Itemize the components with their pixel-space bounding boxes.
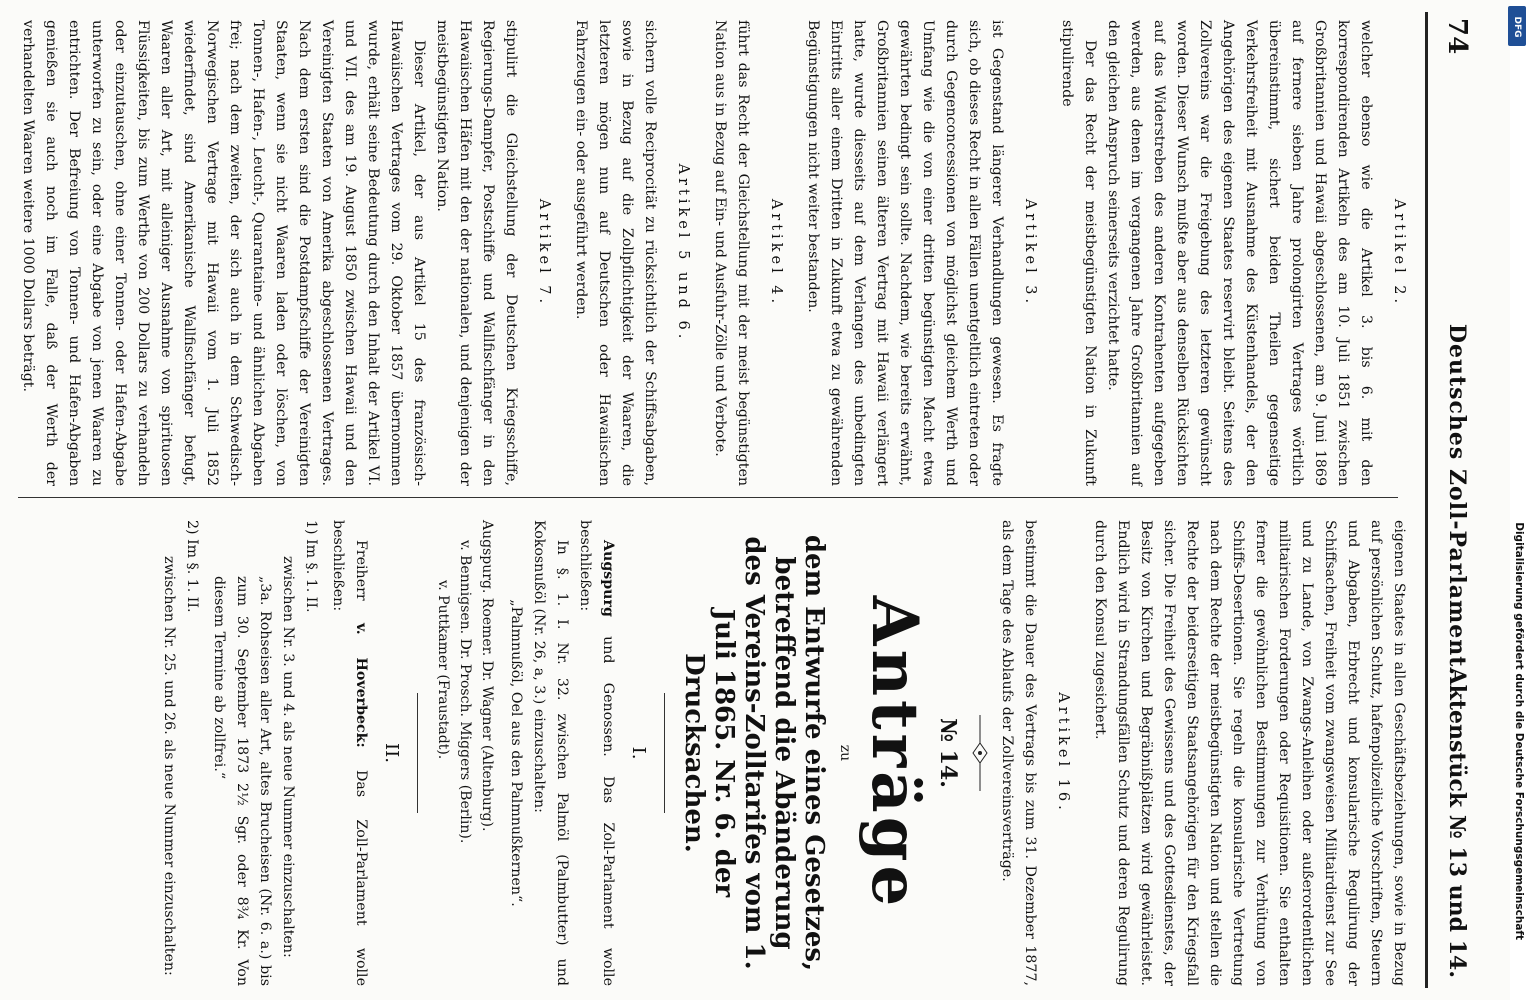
dfg-logo-text: DFG [1512,16,1522,38]
motion-2-author: v. Hoverbeck: [353,622,369,748]
left-column [0,20,1410,486]
digitization-note: Digitalisierung gefördert durch die Deutsche Forschungsgemeinschaft [1513,522,1525,940]
motion-2-item-1 [207,520,322,986]
document-number: № 14. [935,718,961,788]
digitization-footer [1510,0,1528,1000]
article-3-heading: Artikel 3. [1022,198,1038,308]
page-number: 74 [1442,18,1472,55]
article-2-text-continued: Der das Recht der meistbegünstigten Nation in Zukunft stipulirende [1059,20,1098,486]
motion-2-intro-rest: Das Zoll-Parlament wolle beschließen: [330,520,369,986]
article-3-text: ist Gegenstand längerer Verhandlungen gewesen. Es fragte sich, ob dieses Recht in allen Fällen unentgeltlich eintreten oder durch Gegenconcessionen von möglichst gleichem Werth und Umfang wie die von einer dritten begünstigten Macht etwa gewährten bedingt sein sollte. Nachdem, wie bereits erwähnt, Großbritannien seinen älteren Vertrag mit Hawaii verlängert hatte, wurde diesseits auf dem Verlangen des unbedingten Eintritts aller einem Dritten in Zukunft etwa zu gewährenden Begünstigungen nicht weiter bestanden. [805,20,1005,486]
section-rule-2 [417,693,418,813]
motion-1-author: Augspurg [600,540,616,617]
article-16-heading: Artikel 16. [1055,692,1071,814]
title-connector: zu [837,744,853,762]
item-1-label: 1) Im §. 1. II. [303,520,319,613]
article-8-15-heading [0,20,2,486]
article-7-heading: Artikel 7. [536,198,552,308]
motion-1-quote: „Palmnußöl, Oel aus den Palmnußkernen“. [508,599,524,907]
item-1-quote: „3a. Rohseisen aller Art, altes Brucheisen (Nr. 6. a.) bis zum 30. September 1873 2½ Sgr. oder 8¾ Kr. Von diesem Termine ab zollfrei.“ [211,576,273,986]
motion-2-intro [326,520,372,986]
motion-1-intro-rest: und Genossen. Das Zoll-Parlament wolle beschließen: [577,520,616,986]
ornament-icon [971,713,989,793]
article-2-text: welcher ebenso wie die Artikel 3. bis 6. mit den korrespondirenden Artikeln des am 10. Juli 1851 zwischen Großbritannien und Hawaii abgeschlossenen, am 9. Juni 1869 auf fernere sieben Jahre prolongirten Vertrages wörtlich übereinstimmt, sichert beiden Theilen gegenseitige Verkehrsfreiheit mit Ausnahme des Küstenhandels, der den Angehörigen des eigenen Staates reservirt bleibt. Seitens des Zollvereins war die Freigebung des letzteren gewünscht worden. Dieser Wunsch mußte aber aus denselben Rücksichten auf das Widerstreben des anderen Kontrahenten aufgegeben werden, aus denen im vergangenen Jahre Großbritannien auf den gleichen Anspruch seinerseits verzichtet hatte. [1105,20,1374,486]
article-2-heading: Artikel 2. [1391,198,1407,308]
article-4-heading: Artikel 4. [768,198,784,308]
article-7-text-continued: Dieser Artikel, der aus Artikel 15 des französisch-Hawaiischen Vertrages vom 29. Oktober 1857 übernommen wurde, erhält seine Bedeutung durch den Inhalt der Artikel VI. und VII. des am 19. August 1850 zwischen Hawaii und den Vereinigten Staaten von Amerika abgeschlossenen Vertrages. Nach dem ersten sind die Postdampfschiffe der Vereinigten Staaten, wenn sie nicht Waaren laden oder löschen, von Tonnen-, Hafen-, Leucht-, Quarantaine- und ähnlichen Abgaben frei; nach dem zweiten, der sich auch in dem Schwedisch-Norwegischen Vertrage mit Hawaii vom 1. Juli 1852 wiederfindet, sind Amerikanische Wallfischfänger befugt, Waaren aller Art, mit alleiniger Ausnahme von spirituosen Flüssigkeiten, bis zum Werthe von 200 Dollars zu verhandeln oder einzutauschen, ohne einer Tonnen- oder Hafen-Abgabe unterworfen zu sein, oder eine Abgabe von jenen Waaren zu entrichten. Der Befreiung von Tonnen- und Hafen-Abgaben genießen sie auch noch im Falle, daß der Werth der verhandelten Waaren weitere 1000 Dollars beträgt. [20,20,427,486]
item-2-label: 2) Im §. 1. II. [184,520,200,613]
motion-2-title: Freiherr [353,540,369,623]
article-5-6-heading: Artikel 5 und 6. [675,163,691,343]
item-2-text: zwischen Nr. 25. und 26. als neue Nummer einzuschalten: [161,556,177,976]
motion-1-text: In §. 1. I. Nr. 32. zwischen Palmöl (Palmbutter) und Kokosnußöl (Nr. 26, a, 3.) einzuschalten: [531,520,570,986]
document-reference: Aktenstück № 13 und 14. [1444,667,1470,978]
article-16-text: bestimmt die Dauer des Vertrags bis zum 31. Dezember 1877, als dem Tage des Ablaufs der Zollvereinsverträge. [999,520,1038,986]
article-5-6-text: sichern volle Reciprocität zu rücksichtlich der Schiffsabgaben, sowie in Bezug auf die Zollpflichtigkeit der Waaren, die letzteren mögen nun auf Deutschen oder Hawaiischen Fahrzeugen ein- oder ausgeführt werden. [573,20,658,486]
signers-line-2: v. Bennigsen. Dr. Prosch. Miggers (Berlin). [457,540,473,844]
motion-1-intro [573,520,619,986]
article-7-text: stipulirt die Gleichstellung der Deutschen Kriegsschiffe, Regierungs-Dampfer, Postschiffe und Wallfischfänger in den Hawaiischen Häfen mit den der nationalen, und denjenigen der meistbegünstigten Nation. [434,20,519,486]
section-subtitle: dem Entwurfe eines Gesetzes, betreffend die Abänderung des Vereins-Zolltarifes vom 1. Juli 1865. Nr. 6. der Drucksachen. [679,534,829,972]
continued-text: eigenen Staates in allen Geschäftsbeziehungen, sowie in Bezug auf persönlichen Schutz, hafenpolizeiliche Vorschriften, Steuern und Abgaben, Erbrecht und konsularische Regulirung der Schiffsachen, Freiheit vom zwangsweisen Militairdienst zur See und zu Lande, von Zwangs-Anleihen oder außerordentlichen militairischen Forderungen oder Requisitionen. Sie enthalten ferner die gewöhnlichen Bestimmungen zur Verhütung von Schiffs-Desertionen. Sie regeln die konsularische Vertretung nach dem Rechte der meistbegünstigten Nation und stellen die Rechte der beiderseitigen Staatsangehörigen für den Kriegsfall sicher. Die Freiheit des Gewissens und des Gottesdienstes, der Besitz von Kirchen und Begräbnißplätzen wird gewährleistet. Endlich wird in Strandungsfällen Schutz und deren Regulirung durch den Konsul zugesichert. [1092,520,1407,986]
column-divider [18,497,1398,498]
header-rule [1425,12,1428,988]
running-title: Deutsches Zoll-Parlament. [1444,323,1470,677]
article-4-text: führt das Recht der Gleichstellung mit der meist begünstigten Nation aus in Bezug auf Ein- und Ausfuhr-Zölle und Verbote. [712,20,751,486]
item-1-text: zwischen Nr. 3. und 4. als neue Nummer einzuschalten: [280,556,296,958]
signers-line-1: Augspurg. Roemer. Dr. Wagner (Altenburg). [479,520,495,832]
motion-2-item-2 [157,520,203,986]
dfg-logo [1508,6,1526,46]
section-rule [664,693,665,813]
signers-line-3: v. Puttkamer (Fraustadt). [435,580,451,760]
motion-2-number: II. [381,743,402,763]
motion-1-signers [432,520,498,986]
page-header [1426,0,1490,1000]
section-title: Anträge [857,595,932,911]
right-column [153,520,1410,986]
motion-1-number: I. [628,746,649,760]
